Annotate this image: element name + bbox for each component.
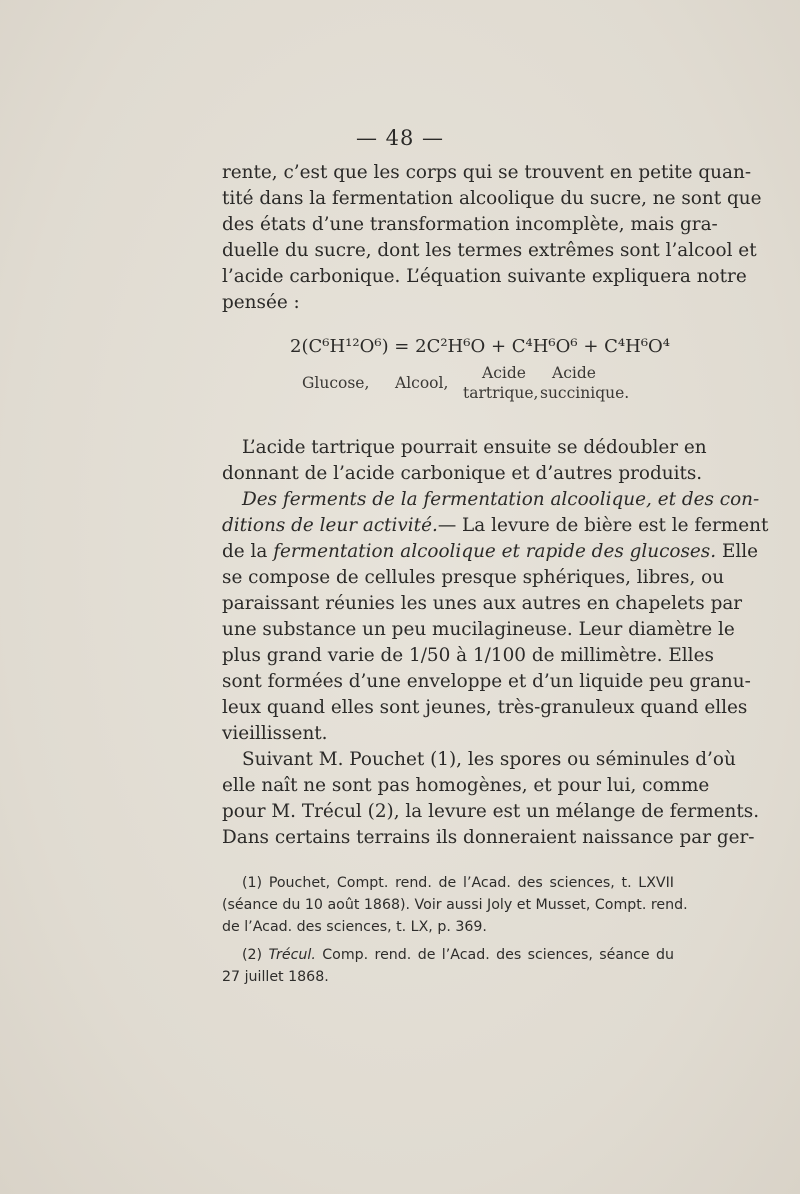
section-heading-italic: Des ferments de la fermentation alcoolique, et des con-: [242, 489, 760, 510]
footnote-line: [222, 944, 674, 966]
equation-label-acide-2: Acide: [552, 364, 596, 382]
paragraph-1: [222, 160, 762, 316]
text-line: pensée :: [222, 292, 300, 313]
footnote-line: (séance du 10 août 1868). Voir aussi Joly et Musset, Compt. rend.: [222, 897, 688, 913]
text-line: plus grand varie de 1/50 à 1/100 de millimètre. Elles: [222, 645, 714, 666]
text-fragment: — La levure de bière est le ferment: [437, 515, 769, 536]
text-line: [222, 540, 759, 566]
page-number: — 48 —: [355, 126, 445, 150]
paragraph-2: [222, 436, 769, 852]
text-line: des états d’une transformation incomplète, mais gra-: [222, 214, 718, 235]
text-fragment: Elle: [716, 541, 759, 562]
text-line: se compose de cellules presque sphériques, libres, ou: [222, 567, 725, 588]
text-line: paraissant réunies les unes aux autres en chapelets par: [222, 593, 743, 614]
equation-label-tartrique: tartrique,: [463, 384, 539, 402]
text-line: une substance un peu mucilagineuse. Leur diamètre le: [222, 619, 735, 640]
section-heading-line: [222, 488, 760, 514]
equation-label-succinique: succinique.: [540, 384, 630, 402]
footnote-author: Trécul.: [268, 947, 316, 963]
text-line: vieillissent.: [222, 723, 328, 744]
footnote-text: Comp. rend. de l’Acad. des sciences, séance du: [315, 947, 674, 963]
text-line: elle naît ne sont pas homogènes, et pour lui, comme: [222, 775, 710, 796]
text-line: donnant de l’acide carbonique et d’autres produits.: [222, 463, 703, 484]
text-line: rente, c’est que les corps qui se trouvent en petite quan-: [222, 162, 752, 183]
text-line: Suivant M. Pouchet (1), les spores ou séminules d’où: [242, 749, 736, 770]
text-line: [222, 514, 769, 540]
text-line: l’acide carbonique. L’équation suivante expliquera notre: [222, 266, 747, 287]
equation-label-glucose: Glucose,: [302, 374, 370, 392]
footnote-line: de l’Acad. des sciences, t. LX, p. 369.: [222, 919, 487, 935]
text-line: tité dans la fermentation alcoolique du sucre, ne sont que: [222, 188, 762, 209]
text-line: sont formées d’une enveloppe et d’un liquide peu granu-: [222, 671, 751, 692]
equation-label-acide-1: Acide: [482, 364, 526, 382]
text-fragment: de la: [222, 541, 274, 562]
text-line: duelle du sucre, dont les termes extrêmes sont l’alcool et: [222, 240, 757, 261]
text-line: Dans certains terrains ils donneraient naissance par ger-: [222, 827, 755, 848]
equation-label-alcool: Alcool,: [395, 374, 449, 392]
text-line: leux quand elles sont jeunes, très-granuleux quand elles: [222, 697, 748, 718]
footnote-line: (1) Pouchet, Compt. rend. de l’Acad. des sciences, t. LXVII: [242, 875, 674, 891]
italic-fragment: fermentation alcoolique et rapide des glucoses.: [273, 541, 717, 562]
text-line: pour M. Trécul (2), la levure est un mélange de ferments.: [222, 801, 760, 822]
chemical-equation: 2(C⁶H¹²O⁶) = 2C²H⁶O + C⁴H⁶O⁶ + C⁴H⁶O⁴: [290, 336, 671, 357]
footnote-line: 27 juillet 1868.: [222, 969, 329, 985]
section-heading-italic: ditions de leur activité.: [222, 515, 438, 536]
footnotes: [222, 872, 688, 988]
text-line: L’acide tartrique pourrait ensuite se dédoubler en: [242, 437, 707, 458]
footnote-mark: (2): [242, 947, 269, 963]
